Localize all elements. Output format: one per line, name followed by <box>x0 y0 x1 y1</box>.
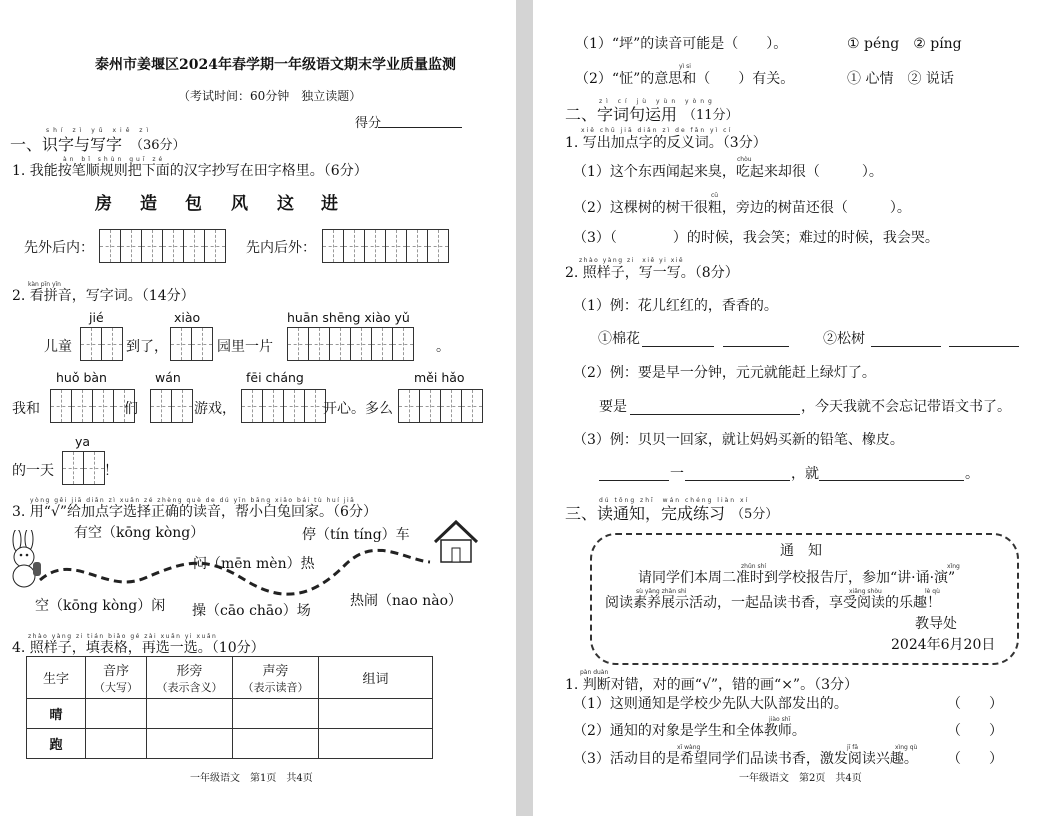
s2q1-item-2: （2）这棵树的树干很粗，旁边的树苗还很（ ）。 <box>573 200 911 216</box>
s3q1-pinyin-xingqu: xìng qù <box>895 744 918 751</box>
q4-header-char: 生字 <box>27 657 86 699</box>
pinyin-jie: jié <box>89 310 104 325</box>
tianzige-cell[interactable] <box>50 389 72 423</box>
q1-char-6: 进 <box>321 194 338 214</box>
answer-blank[interactable] <box>819 480 964 481</box>
q4-header-zuci: 组词 <box>319 657 433 699</box>
s2q2-example-1: （1）例：花儿红红的，香香的。 <box>573 298 778 314</box>
pinyin-ya: ya <box>75 434 91 449</box>
tianzige-cell[interactable] <box>385 229 407 263</box>
section2-title: 二、字词句运用 <box>565 105 678 124</box>
answer-blank[interactable] <box>642 346 714 347</box>
tianzige-cell[interactable] <box>71 389 93 423</box>
notice-signer: 教导处 <box>915 616 957 632</box>
table-row <box>27 699 433 729</box>
tianzige-cell[interactable] <box>241 389 263 423</box>
tianzige-grid[interactable] <box>287 327 414 361</box>
s2q2-yi: 一 <box>670 466 684 482</box>
q3-option-caochang[interactable]: 操（cāo chāo）场 <box>192 603 311 619</box>
q4-table <box>26 656 433 759</box>
pinyin-meihao: měi hǎo <box>414 370 465 385</box>
tianzige-grid[interactable] <box>99 229 226 263</box>
notice-pinyin-xing: xǐng <box>947 563 960 570</box>
s3q1-item-1: （1）这则通知是学校少先队大队部发出的。 <box>573 696 848 712</box>
q3-option-kongxian[interactable]: 空（kōng kòng）闲 <box>35 598 166 614</box>
answer-blank[interactable] <box>723 346 789 347</box>
tianzige-cell[interactable] <box>427 229 449 263</box>
notice-line-2: 阅读素养展示活动，一起品读书香，享受阅读的乐趣！ <box>605 595 941 611</box>
q2-word-youxi: 游戏， <box>194 401 236 417</box>
answer-blank[interactable] <box>685 480 790 481</box>
table-cell[interactable] <box>233 699 319 729</box>
q3-pinyin: yòng gěi jiā diǎn zì xuǎn zé zhèng què de dú yīn bāng xiǎo bái tù huí jiā <box>30 497 356 504</box>
q2-word-daole: 到了， <box>126 339 168 355</box>
house-icon <box>432 518 480 566</box>
s2q2-pine-label: ②松树 <box>823 331 865 347</box>
s2q2-text: 2. 照样子，写一写。（8分） <box>565 265 739 281</box>
notice-pinyin-lequ: lè qù <box>925 588 940 595</box>
s3q1-answer-1[interactable]: （ ） <box>947 696 1003 712</box>
table-cell[interactable] <box>86 699 147 729</box>
q1-text: 1. 我能按笔顺规则把下面的汉字抄写在田字格里。（6分） <box>12 163 368 179</box>
tianzige-cell[interactable] <box>419 389 441 423</box>
q3-option-youkong[interactable]: 有空（kōng kòng） <box>74 525 205 541</box>
tianzige-grid[interactable] <box>62 451 105 485</box>
q5b-pinyin: yì si <box>679 63 691 70</box>
table-cell[interactable] <box>147 729 233 759</box>
s2q1-item-3: （3）（ ）的时候，我会笑；难过的时候，我会哭。 <box>573 230 939 246</box>
q5b-text: （2）“怔”的意思和（ ）有关。 <box>575 71 795 87</box>
s2q2-pinyin: zhào yàng zi xiě yi xiě <box>579 257 685 264</box>
q4-row-char-qing: 晴 <box>27 699 86 729</box>
table-cell[interactable] <box>319 699 433 729</box>
s2q2-example-2: （2）例：要是早一分钟，元元就能赶上绿灯了。 <box>573 365 876 381</box>
tianzige-cell[interactable] <box>92 389 114 423</box>
answer-blank[interactable] <box>599 480 669 481</box>
section3-pinyin: dú tōng zhī wán chéng liàn xí <box>599 497 750 504</box>
tianzige-cell[interactable] <box>343 229 365 263</box>
pinyin-chou: chòu <box>737 156 752 163</box>
notice-pinyin-zhunshi: zhǔn shí <box>741 563 767 570</box>
notice-pinyin-xiangshou: xiǎng shòu <box>849 588 882 595</box>
tianzige-cell[interactable] <box>80 327 102 361</box>
pinyin-xiao: xiào <box>174 310 201 325</box>
tianzige-grid[interactable] <box>170 327 213 361</box>
pinyin-huansheng: huān shēng xiào yǔ <box>287 310 410 325</box>
page-gutter <box>516 0 533 816</box>
tianzige-cell[interactable] <box>406 229 428 263</box>
tianzige-cell[interactable] <box>141 229 163 263</box>
tianzige-cell[interactable] <box>392 327 414 361</box>
q4-header-shengpang-title: 声旁 <box>262 664 289 679</box>
tianzige-cell[interactable] <box>204 229 226 263</box>
section3-points: （5分） <box>731 507 779 522</box>
tianzige-cell[interactable] <box>191 327 213 361</box>
table-cell[interactable] <box>147 699 233 729</box>
tianzige-cell[interactable] <box>364 229 386 263</box>
pinyin-huoban: huǒ bàn <box>56 370 107 385</box>
tianzige-cell[interactable] <box>101 327 123 361</box>
answer-blank[interactable] <box>630 414 800 415</box>
s2q1-text: 1. 写出加点字的反义词。（3分） <box>565 135 767 151</box>
tianzige-cell[interactable] <box>287 327 309 361</box>
table-row <box>27 729 433 759</box>
table-cell[interactable] <box>319 729 433 759</box>
notice-heading: 通 知 <box>780 543 822 559</box>
q4-header-yinxu <box>86 657 147 699</box>
q4-pinyin: zhào yàng zi tián biǎo gé zài xuǎn yi xuǎn <box>28 633 218 640</box>
q4-header-xingpang <box>147 657 233 699</box>
s3q1-item-3: （3）活动目的是希望同学们品读书香，激发阅读兴趣。 <box>573 751 918 767</box>
tianzige-cell[interactable] <box>62 451 84 485</box>
s2q1-pinyin: xiě chū jiā diǎn zì de fǎn yì cí <box>581 127 733 134</box>
q5b-options[interactable]: ① 心情 ② 说话 <box>847 71 954 87</box>
rule-inside-out-label: 先内后外： <box>246 240 316 256</box>
tianzige-grid[interactable] <box>50 389 135 423</box>
q4-header-shengpang <box>233 657 319 699</box>
page2-footer: 一年级语文 第2页 共4页 <box>739 773 862 784</box>
s3q1-item-2: （2）通知的对象是学生和全体教师。 <box>573 723 806 739</box>
tianzige-cell[interactable] <box>162 229 184 263</box>
s3q1-pinyin-xiwang: xī wàng <box>677 744 701 751</box>
exam-title: 泰州市姜堰区2024年春学期一年级语文期末学业质量监测 <box>95 57 456 73</box>
s3q1-text: 1. 判断对错，对的画“√”，错的画“×”。（3分） <box>565 677 858 693</box>
section1-pinyin: shí zì yǔ xiě zì <box>46 127 153 134</box>
section2-pinyin: zì cí jù yùn yòng <box>599 98 716 105</box>
tianzige-grid[interactable] <box>398 389 483 423</box>
s3q1-answer-3[interactable]: （ ） <box>947 751 1003 767</box>
tianzige-cell[interactable] <box>308 327 330 361</box>
section2-points: （11分） <box>683 108 739 123</box>
q4-header-xingpang-sub: （表示含义） <box>156 681 223 694</box>
notice-date: 2024年6月20日 <box>891 637 996 653</box>
q1-char-4: 风 <box>231 194 248 214</box>
tianzige-cell[interactable] <box>83 451 105 485</box>
exam-info: （考试时间：60分钟 独立读题） <box>178 89 362 103</box>
q2-text: 2. 看拼音，写字词。（14分） <box>12 288 195 304</box>
tianzige-grid[interactable] <box>241 389 326 423</box>
rabbit-icon <box>5 530 49 590</box>
q4-text: 4. 照样子，填表格，再选一选。（10分） <box>12 640 265 656</box>
tianzige-cell[interactable] <box>322 229 344 263</box>
rule-outside-in-label: 先外后内： <box>24 240 94 256</box>
q3-option-tingche[interactable]: 停（tín tíng）车 <box>302 527 410 543</box>
pinyin-wan: wán <box>155 370 181 385</box>
tianzige-cell[interactable] <box>461 389 483 423</box>
q5a-text: （1）“坪”的读音可能是（ ）。 <box>575 36 788 52</box>
s2q2-ex2-suffix: ，今天我就不会忘记带语文书了。 <box>801 399 1011 415</box>
notice-pinyin-suyang: sù yǎng zhǎn shì <box>636 588 687 595</box>
q3-text: 3. 用“√”给加点字选择正确的读音，帮小白兔回家。（6分） <box>12 504 377 520</box>
s3q1-pinyin-jiaoshi: jiào shī <box>769 716 791 723</box>
q4-header-yinxu-sub: （大写） <box>94 681 138 694</box>
answer-blank[interactable] <box>949 346 1019 347</box>
s2q2-jiu: ，就 <box>791 466 819 482</box>
tianzige-cell[interactable] <box>283 389 305 423</box>
q4-row-char-pao: 跑 <box>27 729 86 759</box>
section1-title: 一、识字与写字 <box>10 135 123 154</box>
q4-header-shengpang-sub: （表示读音） <box>242 681 309 694</box>
tianzige-cell[interactable] <box>371 327 393 361</box>
q1-char-2: 造 <box>140 194 157 214</box>
score-blank[interactable] <box>378 127 462 128</box>
tianzige-grid[interactable] <box>80 327 123 361</box>
q4-header-yinxu-title: 音序 <box>102 664 129 679</box>
table-cell[interactable] <box>86 729 147 759</box>
tianzige-cell[interactable] <box>150 389 172 423</box>
tianzige-cell[interactable] <box>350 327 372 361</box>
section3-title: 三、读通知，完成练习 <box>565 504 726 523</box>
q5a-options[interactable]: ① péng ② píng <box>847 36 962 52</box>
tianzige-cell[interactable] <box>398 389 420 423</box>
tianzige-cell[interactable] <box>440 389 462 423</box>
section1-points: （36分） <box>130 138 186 153</box>
pinyin-feichang: fēi cháng <box>246 370 304 385</box>
s2q2-ex3-end: 。 <box>965 466 979 482</box>
s2q2-yaoshi: 要是 <box>599 399 627 415</box>
answer-blank[interactable] <box>871 346 941 347</box>
s2q2-example-3: （3）例：贝贝一回家，就让妈妈买新的铅笔、橡皮。 <box>573 432 904 448</box>
q2-word-erting: 儿童 <box>44 339 72 355</box>
tianzige-cell[interactable] <box>120 229 142 263</box>
rabbit-path <box>35 540 435 600</box>
q2-word-kaixin: 开心。多么 <box>323 401 393 417</box>
s2q2-cotton-label: ①棉花 <box>598 331 640 347</box>
tianzige-grid[interactable] <box>150 389 193 423</box>
q2-period: 。 <box>436 339 450 355</box>
tianzige-cell[interactable] <box>170 327 192 361</box>
q1-char-5: 这 <box>277 194 294 214</box>
tianzige-cell[interactable] <box>262 389 284 423</box>
s3q1-answer-2[interactable]: （ ） <box>947 723 1003 739</box>
q2-word-deyitian: 的一天 <box>12 463 54 479</box>
q2-word-men: 们 <box>124 401 138 417</box>
q4-header-xingpang-title: 形旁 <box>176 664 203 679</box>
exam-page-1 <box>0 0 516 816</box>
s3q1-pinyin: pàn duàn <box>580 669 609 676</box>
q1-char-3: 包 <box>185 194 202 214</box>
table-cell[interactable] <box>233 729 319 759</box>
q2-word-yuanli: 园里一片 <box>217 339 273 355</box>
q1-char-1: 房 <box>95 194 112 214</box>
pinyin-cu: cū <box>711 192 719 199</box>
tianzige-cell[interactable] <box>329 327 351 361</box>
q2-exclaim: ！ <box>104 463 118 479</box>
q1-pinyin: àn bǐ shùn guī zé <box>63 156 166 163</box>
tianzige-cell[interactable] <box>183 229 205 263</box>
q3-option-menre[interactable]: 闷（mēn mèn）热 <box>193 556 315 572</box>
exam-page-2 <box>533 0 1052 816</box>
s2q1-item-1: （1）这个东西闻起来臭，吃起来却很（ ）。 <box>573 164 883 180</box>
tianzige-grid[interactable] <box>322 229 449 263</box>
tianzige-cell[interactable] <box>171 389 193 423</box>
q2-word-wohe: 我和 <box>12 401 40 417</box>
s3q1-pinyin-jifa: jī fā <box>847 744 859 751</box>
page1-footer: 一年级语文 第1页 共4页 <box>190 773 313 784</box>
score-label: 得分 <box>355 116 382 131</box>
q3-option-renao[interactable]: 热闹（nao nào） <box>350 593 463 609</box>
tianzige-cell[interactable] <box>99 229 121 263</box>
q2-pinyin: kàn pīn yīn <box>28 281 61 288</box>
notice-line-1: 请同学们本周二准时到学校报告厅，参加“讲·诵·演” <box>638 570 956 586</box>
